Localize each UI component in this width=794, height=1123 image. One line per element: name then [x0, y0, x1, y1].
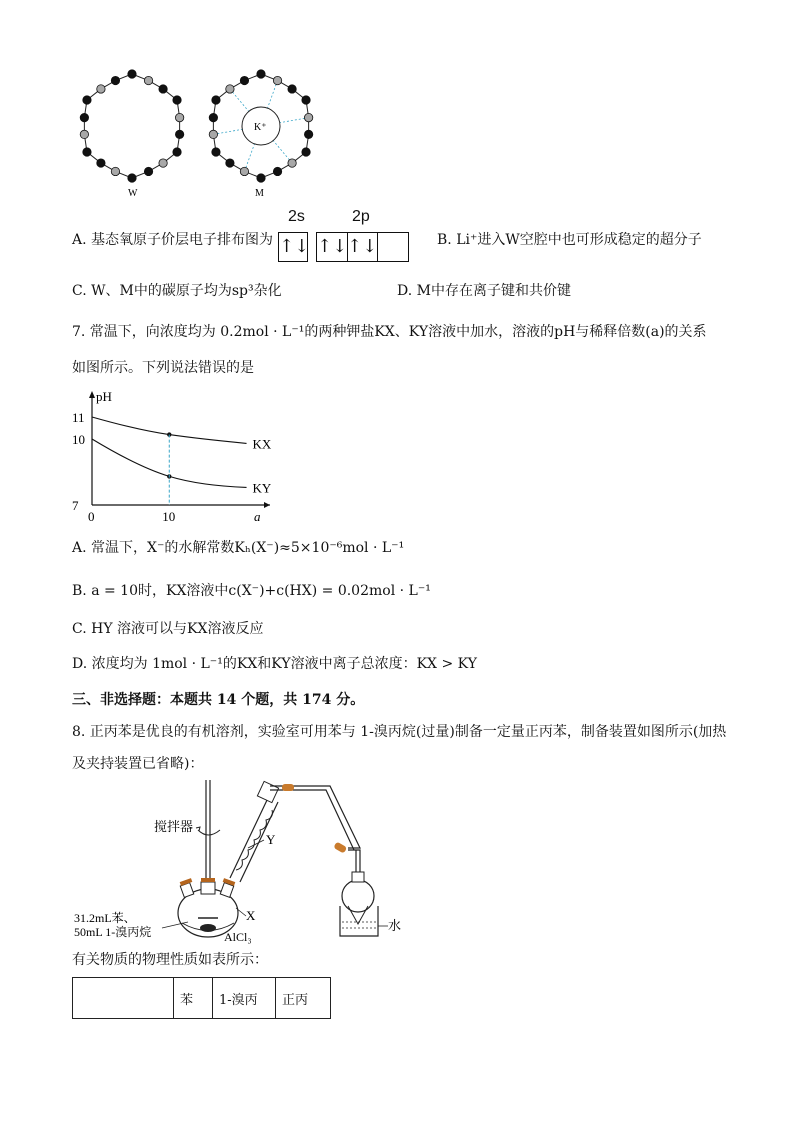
series-label-ky: KY — [252, 480, 272, 496]
orbital-2s-label: 2s — [288, 208, 305, 225]
oxygen-atom — [97, 85, 105, 93]
orbital-2p-label: 2p — [352, 208, 370, 225]
table-header-cell-2: 1-溴丙 — [213, 978, 276, 1019]
carbon-atom — [212, 148, 220, 156]
carbon-atom — [83, 148, 91, 156]
q7-stem-line2: 如图所示。下列说法错误的是 — [72, 360, 254, 376]
carbon-atom — [226, 159, 234, 167]
carbon-atom — [173, 148, 181, 156]
oxygen-atom — [304, 113, 312, 121]
apparatus-figure — [70, 778, 410, 943]
orbital-2p-box-1 — [316, 232, 348, 262]
crown-ether-figure — [70, 68, 330, 203]
oxygen-atom — [240, 167, 248, 175]
table-header-cell-3: 正丙 — [276, 978, 331, 1019]
q6-option-b: B. Li⁺进入W空腔中也可形成稳定的超分子 — [437, 232, 702, 248]
oxygen-atom — [175, 113, 183, 121]
orbital-2p-box-3 — [378, 232, 409, 262]
carbon-atom — [175, 130, 183, 138]
q6-option-d: D. M中存在离子键和共价键 — [397, 283, 571, 299]
table-header-cell-1: 苯 — [174, 978, 213, 1019]
q7-option-a: A. 常温下，X⁻的水解常数Kₕ(X⁻)≈5×10⁻⁶mol · L⁻¹ — [72, 540, 405, 556]
q8-stem-line2: 及夹持装置已省略)： — [72, 756, 204, 772]
reagents-line1: 31.2mL苯、 — [74, 911, 136, 925]
oxygen-atom — [226, 85, 234, 93]
y-tick-label: 11 — [72, 410, 85, 425]
x-axis-label: a — [254, 509, 261, 524]
carbon-atom — [257, 70, 265, 78]
q7-option-c: C. HY 溶液可以与KX溶液反应 — [72, 621, 264, 637]
oxygen-atom — [111, 167, 119, 175]
carbon-atom — [111, 76, 119, 84]
section-heading: 三、非选择题：本题共 14 个题，共 174 分。 — [72, 692, 365, 708]
x-axis-arrow — [264, 502, 270, 508]
y-tick-label: 10 — [72, 432, 85, 447]
series-label-kx: KX — [252, 436, 272, 452]
q7-option-b: B. a = 10时，KX溶液中c(X⁻)+c(HX) = 0.02mol · L⁻¹ — [72, 583, 431, 599]
x-tick-label: 0 — [88, 509, 95, 524]
carbon-atom — [302, 148, 310, 156]
table-intro: 有关物质的物理性质如表所示： — [72, 952, 268, 968]
carbon-atom — [240, 76, 248, 84]
properties-table — [72, 977, 331, 1019]
orbital-2s-box — [278, 232, 308, 262]
table-header-row — [73, 978, 331, 1019]
q7-stem-line1: 7. 常温下，向浓度均为 0.2mol · L⁻¹的两种钾盐KX、KY溶液中加水，溶液的pH与稀释倍数(a)的关系 — [72, 324, 707, 340]
carbon-atom — [304, 130, 312, 138]
y-axis-label: pH — [96, 389, 112, 404]
reagents-line2: 50mL 1-溴丙烷 — [74, 925, 152, 939]
orbital-2p-2-arrows: ↑↓ — [347, 236, 378, 257]
carbon-atom — [212, 96, 220, 104]
oxygen-atom — [273, 76, 281, 84]
q6-option-c: C. W、M中的碳原子均为sp³杂化 — [72, 283, 282, 299]
carbon-atom — [80, 113, 88, 121]
carbon-atom — [159, 85, 167, 93]
q8-stem-line1: 8. 正丙苯是优良的有机溶剂，实验室可用苯与 1-溴丙烷(过量)制备一定量正丙苯，制备装置如图所示(加热 — [72, 724, 727, 740]
carbon-atom — [273, 167, 281, 175]
y-tick-label: 7 — [72, 498, 79, 513]
flask-label-x: X — [246, 908, 256, 923]
q7-option-d: D. 浓度均为 1mol · L⁻¹的KX和KY溶液中离子总浓度：KX > KY — [72, 656, 477, 672]
label-w: W — [128, 188, 138, 199]
stirrer-label: 搅拌器 — [154, 819, 194, 834]
carbon-atom — [97, 159, 105, 167]
k-ion-label: K⁺ — [254, 122, 267, 133]
ring-w — [80, 70, 184, 182]
orbital-diagram — [276, 208, 416, 264]
label-m: M — [255, 188, 264, 199]
y-axis-arrow — [89, 391, 95, 398]
carbon-atom — [83, 96, 91, 104]
condenser-label-y: Y — [266, 832, 276, 847]
q6-option-a — [72, 230, 273, 250]
table-header-cell-0 — [73, 978, 174, 1019]
carbon-atom — [144, 167, 152, 175]
orbital-2s-arrows: ↑↓ — [279, 236, 310, 257]
carbon-atom — [302, 96, 310, 104]
carbon-atom — [128, 70, 136, 78]
orbital-2p-box-2 — [347, 232, 378, 262]
q6-option-a-text: A. 基态氧原子价层电子排布图为 — [72, 232, 274, 248]
orbital-2p-1-arrows: ↑↓ — [317, 236, 348, 257]
carbon-atom — [173, 96, 181, 104]
oxygen-atom — [144, 76, 152, 84]
oxygen-atom — [159, 159, 167, 167]
carbon-atom — [128, 174, 136, 182]
oxygen-atom — [80, 130, 88, 138]
catalyst-label: AlCl₃ — [224, 930, 252, 944]
ph-dilution-chart — [68, 385, 272, 525]
carbon-atom — [257, 174, 265, 182]
carbon-atom — [288, 85, 296, 93]
water-label: 水 — [388, 918, 402, 933]
series-line-kx — [92, 417, 247, 443]
oxygen-atom — [209, 130, 217, 138]
x-tick-label: 10 — [162, 509, 176, 524]
carbon-atom — [209, 113, 217, 121]
oxygen-atom — [288, 159, 296, 167]
